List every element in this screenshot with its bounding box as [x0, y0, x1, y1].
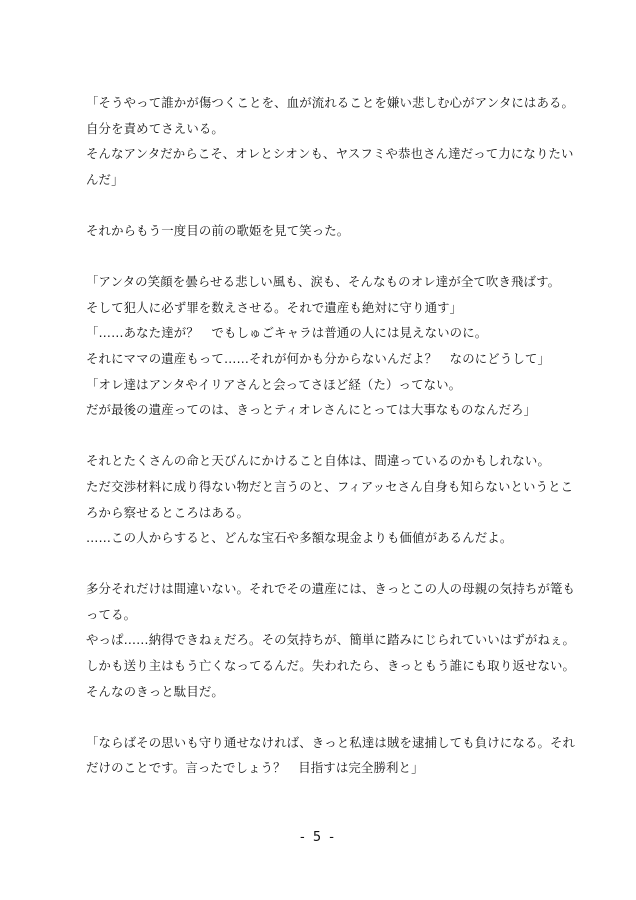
page-number: - 5 -: [300, 830, 336, 845]
text-line: だが最後の遺産ってのは、きっとティオレさんにとっては大事なものなんだろ」: [86, 402, 537, 418]
paragraph-gap: [86, 423, 556, 449]
text-line: 自分を責めてさえいる。: [86, 120, 224, 136]
text-line: それにママの遺産もって……それが何かも分からないんだよ？ なのにどうして」: [86, 350, 551, 366]
paragraph-gap: [86, 704, 556, 730]
text-line: それからもう一度目の前の歌姫を見て笑った。: [86, 222, 350, 238]
paragraph-gap: [86, 551, 556, 577]
text-line: やっぱ……納得できねぇだろ。その気持ちが、簡単に踏みにじられていいはずがねぇ。: [86, 632, 576, 648]
text-line: そんなアンタだからこそ、オレとシオンも、ヤスフミや恭也さん達だって力になりたい: [86, 146, 574, 162]
text-line: それとたくさんの命と天びんにかけること自体は、間違っているのかもしれない。: [86, 453, 551, 469]
text-line: ただ交渉材料に成り得ない物だと言うのと、フィアッセさん自身も知らないというとこ: [86, 478, 574, 494]
text-line: だけのことです。言ったでしょう？ 目指すは完全勝利と」: [86, 760, 424, 776]
text-line: しかも送り主はもう亡くなってるんだ。失われたら、きっともう誰にも取り返せない。: [86, 658, 576, 674]
text-line: 「そうやって誰かが傷つくことを、血が流れることを嫌い悲しむ心がアンタにはある。: [86, 95, 575, 110]
paragraph-gap: [86, 192, 556, 218]
text-line: 「オレ達はアンタやイリアさんと会ってさほど経（た）ってない。: [86, 376, 462, 392]
text-line: 「……あなた達が？ でもしゅごキャラは普通の人には見えないのに。: [86, 325, 488, 341]
text-line: んだ」: [86, 171, 124, 187]
text-line: そして犯人に必ず罪を数えさせる。それで遺産も絶対に守り通す」: [86, 299, 463, 315]
text-line: 「ならばその思いも守り通せなければ、きっと私達は賊を逮捕しても負けになる。それ: [86, 734, 576, 750]
text-line: そんなのきっと駄目だ。: [86, 683, 224, 699]
text-line: ……この人からすると、どんな宝石や多額な現金よりも価値があるんだよ。: [86, 530, 513, 546]
text-line: ろから察せるところはある。: [86, 504, 250, 520]
text-line: ってる。: [86, 606, 137, 622]
text-line: 多分それだけは間違いない。それでその遺産には、きっとこの人の母親の気持ちが篭も: [86, 581, 576, 597]
text-line: 「アンタの笑顔を曇らせる悲しい風も、涙も、そんなものオレ達が全て吹き飛ばす。: [86, 274, 561, 290]
body-text: [86, 90, 576, 781]
paragraph-gap: [86, 244, 556, 270]
